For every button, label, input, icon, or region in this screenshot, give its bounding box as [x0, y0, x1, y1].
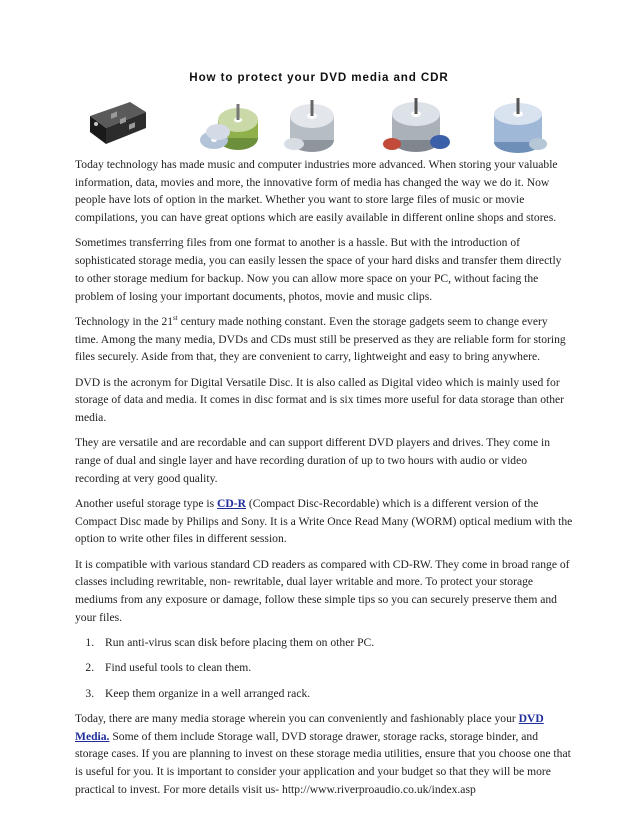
paragraph: They are versatile and are recordable and can support different DVD players and drives. They come in range of dual and single layer and have recording duration of up to two hours with audio or video recording at very good quality.: [75, 436, 551, 485]
paragraph: DVD is the acronym for Digital Versatile Disc. It is also called as Digital video which is mainly used for storage of data and media. It comes in disc format and is six times more useful for data storage than other media.: [75, 375, 565, 424]
paragraph: Today technology has made music and computer industries more advanced. When storing your valuable information, data, movies and more, the innovative form of media has changed the way we do it. Now people have lots of option in the market. Whether you want to store large files of music or movie compilations, you can have great options which are easily available in different online shops and stores.: [75, 158, 558, 225]
article-body: [75, 156, 573, 806]
paragraph: [75, 495, 573, 548]
paragraph: Sometimes transferring files from one format to another is a hassle. But with the introduction of sophisticated storage media, you can easily lessen the space of your hard disks and transfer them directly to other storage medium for backup. Now you can allow more space on your PC, without facing the problem of losing your important documents, photos, movie and music clips.: [75, 236, 562, 303]
cd-r-link[interactable]: CD-R: [217, 496, 246, 510]
paragraph: [75, 313, 573, 366]
paragraph-text: (Compact Disc-Recordable) which is a different version of the Compact Disc made by Philips and Sony. It is a Write Once Read Many (WORM) optical medium with the option to write other files in different session.: [75, 496, 573, 546]
paragraph: It is compatible with various standard CD readers as compared with CD-RW. They come in broad range of classes including rewritable, non- rewritable, dual layer writable and more. To protect your storage mediums from any exposure or damage, follow these simple tips so you can securely preserve them and your files.: [75, 557, 570, 624]
paragraph-text: Technology in the 21: [75, 314, 174, 328]
paragraph-text: century made nothing constant. Even the storage gadgets seem to change every time. Among the many media, DVDs and CDs must still be preserved as they are reliable form for storing files securely. Aside from that, they are convenient to carry, lightweight and easy to bring anywhere.: [75, 314, 566, 364]
list-item: 3. Keep them organize in a well arranged rack.: [97, 685, 573, 703]
disc-spindle-stack-icon: [486, 98, 550, 154]
disc-spindle-silver-icon: [282, 98, 342, 154]
paragraph-text: Today, there are many media storage wherein you can conveniently and fashionably place your: [75, 711, 519, 725]
product-images-row: [86, 98, 556, 156]
paragraph-text: Another useful storage type is: [75, 496, 217, 510]
tips-list: [75, 634, 573, 702]
paragraph: [75, 710, 573, 799]
page-title: How to protect your DVD media and CDR: [189, 71, 449, 84]
list-item: 1. Run anti-virus scan disk before placing them on other PC.: [97, 634, 573, 652]
list-item: 2. Find useful tools to clean them.: [97, 659, 573, 677]
dvd-media-link[interactable]: DVD Media.: [75, 711, 544, 743]
paragraph-text: Some of them include Storage wall, DVD storage drawer, storage racks, storage binder, and storage cases. If you are planning to invest on these storage media utilities, ensure that you choose one that is useful for you. It is important to consider your application and your budget so that they will be more practical to invest. For more details visit us- http://www.riverproaudio.co.uk/index.asp: [75, 729, 571, 796]
disc-spindle-mixed-icon: [382, 98, 452, 154]
superscript: st: [173, 313, 178, 322]
usb-card-reader-icon: [86, 98, 148, 148]
disc-spindle-green-icon: [198, 98, 260, 154]
